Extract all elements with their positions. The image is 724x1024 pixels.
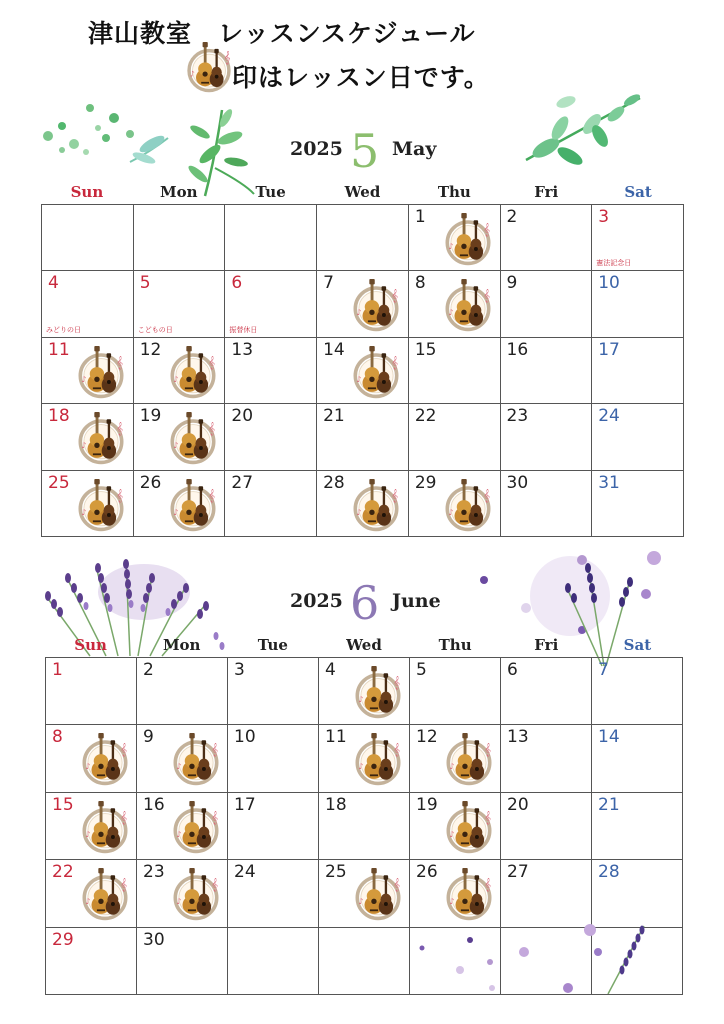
day-cell — [225, 271, 317, 337]
day-number: 25 — [48, 472, 70, 493]
lesson-guitar-icon — [441, 279, 495, 333]
lavender-decoration — [412, 920, 672, 994]
day-number: 13 — [507, 727, 529, 748]
weekday-label: Fri — [534, 183, 559, 201]
holiday-label: こどもの日 — [137, 325, 173, 334]
day-number: 27 — [231, 472, 254, 493]
day-cell — [46, 927, 137, 994]
day-number: 20 — [507, 794, 529, 815]
lesson-guitar-icon — [349, 346, 403, 400]
day-cell — [46, 658, 137, 725]
day-number: 11 — [325, 727, 347, 748]
day-number: 28 — [598, 862, 620, 883]
lesson-guitar-icon — [78, 733, 132, 787]
day-number: 15 — [52, 794, 74, 815]
day-cell — [317, 404, 409, 470]
day-cell — [46, 860, 137, 927]
day-number: 30 — [143, 929, 165, 950]
day-number: 12 — [139, 339, 162, 360]
day-number: 23 — [506, 406, 529, 427]
day-number: 3 — [234, 660, 245, 680]
day-cell — [137, 725, 228, 792]
day-cell — [408, 205, 500, 271]
may-calendar-grid — [41, 204, 684, 537]
day-number: 19 — [416, 794, 438, 815]
day-cell — [501, 792, 592, 859]
day-cell — [133, 205, 225, 271]
weekday-label: Tue — [257, 636, 288, 654]
day-number: 15 — [414, 339, 437, 360]
week-row — [46, 725, 683, 792]
lesson-guitar-icon — [441, 213, 495, 267]
day-cell — [228, 792, 319, 859]
day-cell — [501, 725, 592, 792]
week-row — [46, 792, 683, 859]
weekday-label: Mon — [160, 183, 198, 201]
day-number: 16 — [143, 794, 165, 815]
weekday-label: Sun — [70, 183, 104, 201]
day-cell — [319, 860, 410, 927]
lesson-legend-icon — [183, 42, 235, 94]
day-cell — [137, 860, 228, 927]
weekday-label: Fri — [534, 636, 559, 654]
day-number: 6 — [231, 273, 243, 294]
day-cell — [133, 337, 225, 403]
day-number: 24 — [598, 406, 620, 427]
weekday-label: Thu — [438, 636, 472, 654]
day-number: 8 — [52, 727, 63, 748]
week-row — [42, 470, 684, 536]
day-number: 29 — [52, 929, 74, 950]
day-cell — [42, 470, 134, 536]
day-cell — [500, 205, 592, 271]
day-number: 31 — [598, 472, 620, 493]
day-cell — [592, 271, 684, 337]
day-number: 2 — [143, 660, 154, 680]
day-number: 1 — [414, 207, 426, 227]
day-number: 22 — [414, 406, 437, 427]
day-cell — [592, 860, 683, 927]
day-cell — [133, 470, 225, 536]
day-number: 21 — [598, 794, 620, 815]
lesson-guitar-icon — [442, 733, 496, 787]
day-cell — [410, 792, 501, 859]
day-number: 26 — [139, 472, 162, 493]
day-number: 16 — [506, 339, 529, 360]
lesson-guitar-icon — [349, 479, 403, 533]
day-cell — [317, 205, 409, 271]
day-number: 9 — [506, 273, 518, 294]
weekday-label: Wed — [344, 183, 381, 201]
weekday-label: Sat — [624, 183, 652, 201]
weekday-label: Sun — [74, 636, 107, 654]
lesson-guitar-icon — [74, 412, 128, 466]
day-number: 9 — [143, 727, 154, 748]
day-number: 22 — [52, 862, 74, 883]
day-number: 11 — [48, 339, 70, 360]
day-number: 6 — [507, 660, 518, 680]
weekday-label: Mon — [162, 636, 201, 654]
lesson-guitar-icon — [441, 479, 495, 533]
day-cell — [592, 404, 684, 470]
day-number: 12 — [416, 727, 438, 748]
day-cell — [319, 725, 410, 792]
lesson-guitar-icon — [349, 279, 403, 333]
day-cell — [500, 271, 592, 337]
day-cell — [500, 470, 592, 536]
legend-text: 印はレッスン日です。 — [232, 63, 490, 92]
day-cell — [228, 860, 319, 927]
lesson-guitar-icon — [78, 868, 132, 922]
day-cell — [46, 725, 137, 792]
day-number: 20 — [231, 406, 254, 427]
day-cell — [137, 927, 228, 994]
day-cell — [137, 792, 228, 859]
day-number: 17 — [234, 794, 256, 815]
day-cell — [501, 860, 592, 927]
weekday-label: Sat — [623, 636, 652, 654]
day-number: 7 — [323, 273, 334, 294]
holiday-label: みどりの日 — [46, 325, 81, 334]
lesson-guitar-icon — [442, 868, 496, 922]
lesson-guitar-icon — [166, 346, 220, 400]
day-cell — [42, 337, 134, 403]
day-cell — [410, 658, 501, 725]
day-number: 28 — [323, 472, 345, 493]
june-year: 2025 — [290, 590, 343, 612]
day-cell — [319, 658, 410, 725]
day-cell — [317, 470, 409, 536]
day-cell — [592, 205, 684, 271]
lesson-guitar-icon — [74, 479, 128, 533]
day-number: 14 — [598, 727, 620, 748]
weekday-label: Tue — [255, 183, 286, 201]
may-month-number: 5 — [350, 124, 380, 178]
page-title: 津山教室 レッスンスケジュール — [88, 19, 476, 48]
weekday-label: Wed — [346, 636, 382, 654]
june-month-number: 6 — [350, 576, 380, 630]
day-cell — [592, 725, 683, 792]
day-number: 10 — [234, 727, 256, 748]
day-number: 2 — [506, 207, 518, 227]
lesson-guitar-icon — [78, 801, 132, 855]
day-number: 14 — [323, 339, 345, 360]
may-month-name: May — [392, 138, 437, 160]
day-cell — [319, 927, 410, 994]
day-cell — [319, 792, 410, 859]
day-number: 18 — [325, 794, 347, 815]
day-number: 19 — [139, 406, 162, 427]
day-number: 26 — [416, 862, 438, 883]
day-cell — [133, 404, 225, 470]
day-cell — [133, 271, 225, 337]
lesson-guitar-icon — [169, 868, 223, 922]
leaf-decoration — [520, 90, 650, 180]
day-cell — [225, 337, 317, 403]
day-cell — [225, 205, 317, 271]
day-cell — [500, 404, 592, 470]
day-cell — [228, 725, 319, 792]
day-cell — [592, 792, 683, 859]
week-row — [42, 205, 684, 271]
may-year: 2025 — [290, 138, 343, 160]
day-cell — [228, 927, 319, 994]
day-cell — [501, 658, 592, 725]
lesson-guitar-icon — [169, 801, 223, 855]
day-cell — [42, 271, 134, 337]
day-cell — [317, 271, 409, 337]
day-cell — [42, 404, 134, 470]
day-number: 1 — [52, 660, 63, 680]
lesson-guitar-icon — [169, 733, 223, 787]
day-cell — [592, 337, 684, 403]
day-number: 7 — [598, 660, 609, 680]
day-number: 17 — [598, 339, 620, 360]
day-number: 10 — [598, 273, 620, 294]
lesson-guitar-icon — [166, 412, 220, 466]
day-number: 5 — [416, 660, 427, 680]
day-number: 4 — [325, 660, 336, 680]
day-cell — [410, 725, 501, 792]
day-cell — [228, 658, 319, 725]
day-number: 29 — [414, 472, 437, 493]
day-number: 30 — [506, 472, 529, 493]
week-row — [42, 404, 684, 470]
day-cell — [500, 337, 592, 403]
day-number: 4 — [48, 273, 59, 294]
day-number: 23 — [143, 862, 165, 883]
day-number: 8 — [414, 273, 426, 294]
lesson-guitar-icon — [166, 479, 220, 533]
day-cell — [408, 271, 500, 337]
day-cell — [42, 205, 134, 271]
day-cell — [410, 860, 501, 927]
weekday-label: Thu — [437, 183, 471, 201]
day-number: 21 — [323, 406, 345, 427]
holiday-label: 憲法記念日 — [596, 259, 632, 268]
lesson-guitar-icon — [351, 868, 405, 922]
day-number: 18 — [48, 406, 70, 427]
day-cell — [408, 404, 500, 470]
day-number: 27 — [507, 862, 529, 883]
week-row — [42, 271, 684, 337]
day-number: 3 — [598, 207, 610, 227]
day-cell — [46, 792, 137, 859]
day-cell — [408, 337, 500, 403]
day-cell — [592, 470, 684, 536]
day-cell — [225, 404, 317, 470]
week-row — [42, 337, 684, 403]
day-cell — [408, 470, 500, 536]
lesson-guitar-icon — [351, 733, 405, 787]
holiday-label: 振替休日 — [229, 325, 258, 334]
lesson-guitar-icon — [74, 346, 128, 400]
week-row — [46, 658, 683, 725]
day-number: 13 — [231, 339, 254, 360]
day-number: 24 — [234, 862, 256, 883]
day-cell — [137, 658, 228, 725]
lesson-guitar-icon — [442, 801, 496, 855]
day-number: 5 — [139, 273, 151, 294]
june-month-name: June — [392, 590, 441, 612]
lesson-guitar-icon — [351, 666, 405, 720]
day-cell — [225, 470, 317, 536]
day-number: 25 — [325, 862, 347, 883]
day-cell — [592, 658, 683, 725]
day-cell — [317, 337, 409, 403]
week-row — [46, 860, 683, 927]
